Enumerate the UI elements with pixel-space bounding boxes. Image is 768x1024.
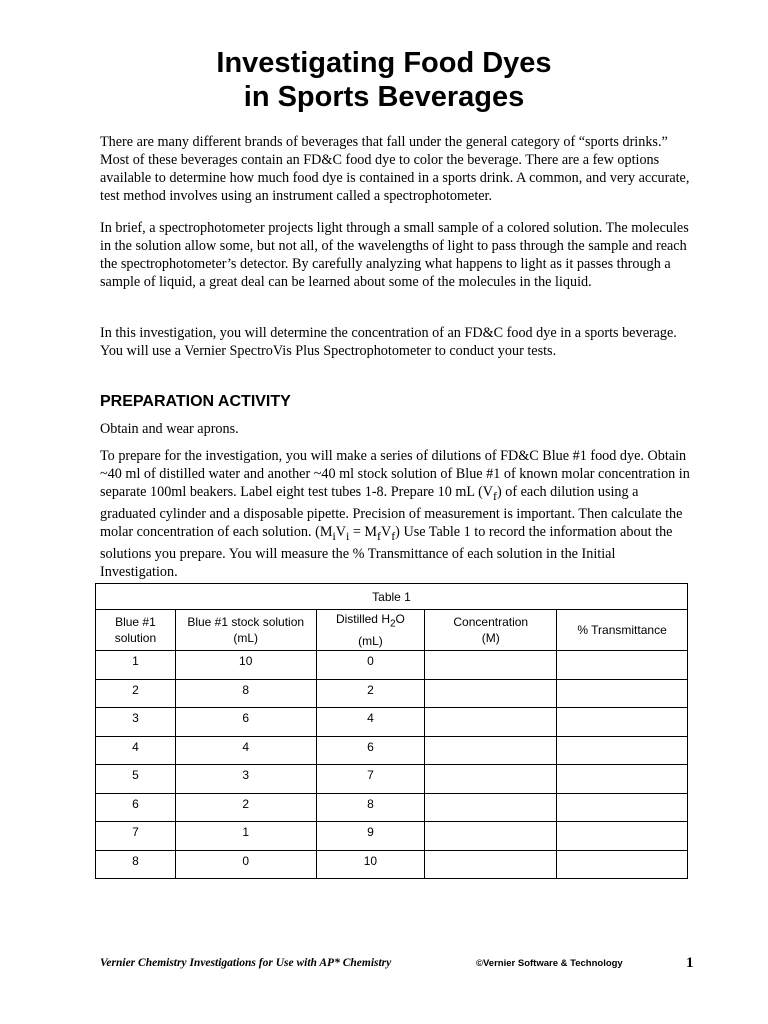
header-water-volume: Distilled $H_2O$ (mL) [316,610,425,651]
cell-concentration [425,850,557,879]
intro-paragraph-3: In this investigation, you will determine the concentration of an FD&C food dye in a sports beverage. You will use a Vernier SpectroVis Plus Spectrophotometer to conduct your tests. [100,325,677,359]
cell-concentration [425,822,557,851]
intro-paragraph-1: There are many different brands of beverages that fall under the general category of “sports drinks.” Most of these beverages contain an FD&C food dye to color the beverage. There are a few options available to determine how much food dye is contained in a sports drink. A common, and very accurate, test method involves using an instrument called a spectrophotometer. [100,134,690,204]
table-row [96,822,688,851]
table-row [96,765,688,794]
solutions-table [95,583,688,879]
cell-stock-volume: 0 [175,850,316,879]
cell-water-volume: 10 [316,850,425,879]
prep-text-b: ) of each dilution using a graduated cylinder and a disposable pipette. Precision of measurement is important. Then calculate the molar concentration of each solution. (M [100,484,683,540]
cell-transmittance [557,822,688,851]
table-row [96,679,688,708]
title-line-1: Investigating Food Dyes [216,47,552,79]
cell-transmittance [557,850,688,879]
footer-copyright: ©Vernier Software & Technology [476,958,623,969]
prep-text-c: V [335,523,346,540]
page-number: 1 [686,955,694,971]
subscript-f: f [493,488,497,503]
cell-water-volume: 4 [316,708,425,737]
cell-stock-volume: 3 [175,765,316,794]
cell-stock-volume: 10 [175,651,316,680]
table-caption: Table 1 [96,584,688,610]
prep-text-a: To prepare for the investigation, you will make a series of dilutions of FD&C Blue #1 food dye. Obtain ~40 ml of distilled water and another ~40 ml stock solution of Blue #1 of known molar concentration in separate 100ml beakers. Label eight test tubes 1-8. Prepare 10 mL (V [100,448,690,500]
header-transmittance: % Transmittance [557,610,688,651]
cell-water-volume: 7 [316,765,425,794]
preparation-heading: PREPARATION ACTIVITY [100,393,291,410]
cell-solution: 3 [96,708,176,737]
cell-solution: 1 [96,651,176,680]
cell-concentration [425,679,557,708]
preparation-paragraph-1: Obtain and wear aprons. [100,421,239,437]
cell-water-volume: 8 [316,793,425,822]
header-stock-volume: Blue #1 stock solution (mL) [175,610,316,651]
cell-water-volume: 0 [316,651,425,680]
cell-concentration [425,708,557,737]
header-solution: Blue #1 solution [96,610,176,651]
cell-stock-volume: 8 [175,679,316,708]
cell-solution: 5 [96,765,176,794]
cell-stock-volume: 4 [175,736,316,765]
table-row [96,651,688,680]
page-title [0,46,768,114]
cell-transmittance [557,793,688,822]
table-row [96,850,688,879]
cell-solution: 2 [96,679,176,708]
cell-water-volume: 9 [316,822,425,851]
subscript-f: f [377,528,381,543]
subscript-f: f [391,528,396,543]
header-concentration: Concentration (M) [425,610,557,651]
cell-water-volume: 6 [316,736,425,765]
cell-transmittance [557,736,688,765]
prep-text-e: V [380,523,392,540]
cell-stock-volume: 1 [175,822,316,851]
preparation-paragraph-2 [100,447,692,581]
intro-paragraph-2: In brief, a spectrophotometer projects light through a small sample of a colored solution. The molecules in the solution allow some, but not all, of the wavelengths of light to pass through the sample and reach the spectrophotometer’s detector. By carefully analyzing what happens to light as it passes through a sample of liquid, a great deal can be learned about some of the molecules in the liquid. [100,220,689,290]
cell-concentration [425,765,557,794]
cell-stock-volume: 2 [175,793,316,822]
cell-concentration [425,736,557,765]
subscript-i: i [346,528,350,543]
prep-text-d: = M [349,523,378,540]
table-row [96,708,688,737]
cell-transmittance [557,651,688,680]
table-row [96,736,688,765]
title-line-2: in Sports Beverages [243,81,525,113]
prep-text-f: ) Use Table 1 to record the information about the solutions you prepare. You will measure the % Transmittance of each solution in the Initial Investigation. [100,523,673,580]
cell-solution: 7 [96,822,176,851]
cell-stock-volume: 6 [175,708,316,737]
cell-transmittance [557,765,688,794]
cell-solution: 8 [96,850,176,879]
cell-transmittance [557,679,688,708]
cell-transmittance [557,708,688,737]
subscript-i: i [332,528,336,543]
footer-book-title: Vernier Chemistry Investigations for Use with AP* Chemistry [100,957,392,969]
cell-concentration [425,793,557,822]
cell-solution: 6 [96,793,176,822]
table-row [96,793,688,822]
cell-solution: 4 [96,736,176,765]
cell-water-volume: 2 [316,679,425,708]
cell-concentration [425,651,557,680]
